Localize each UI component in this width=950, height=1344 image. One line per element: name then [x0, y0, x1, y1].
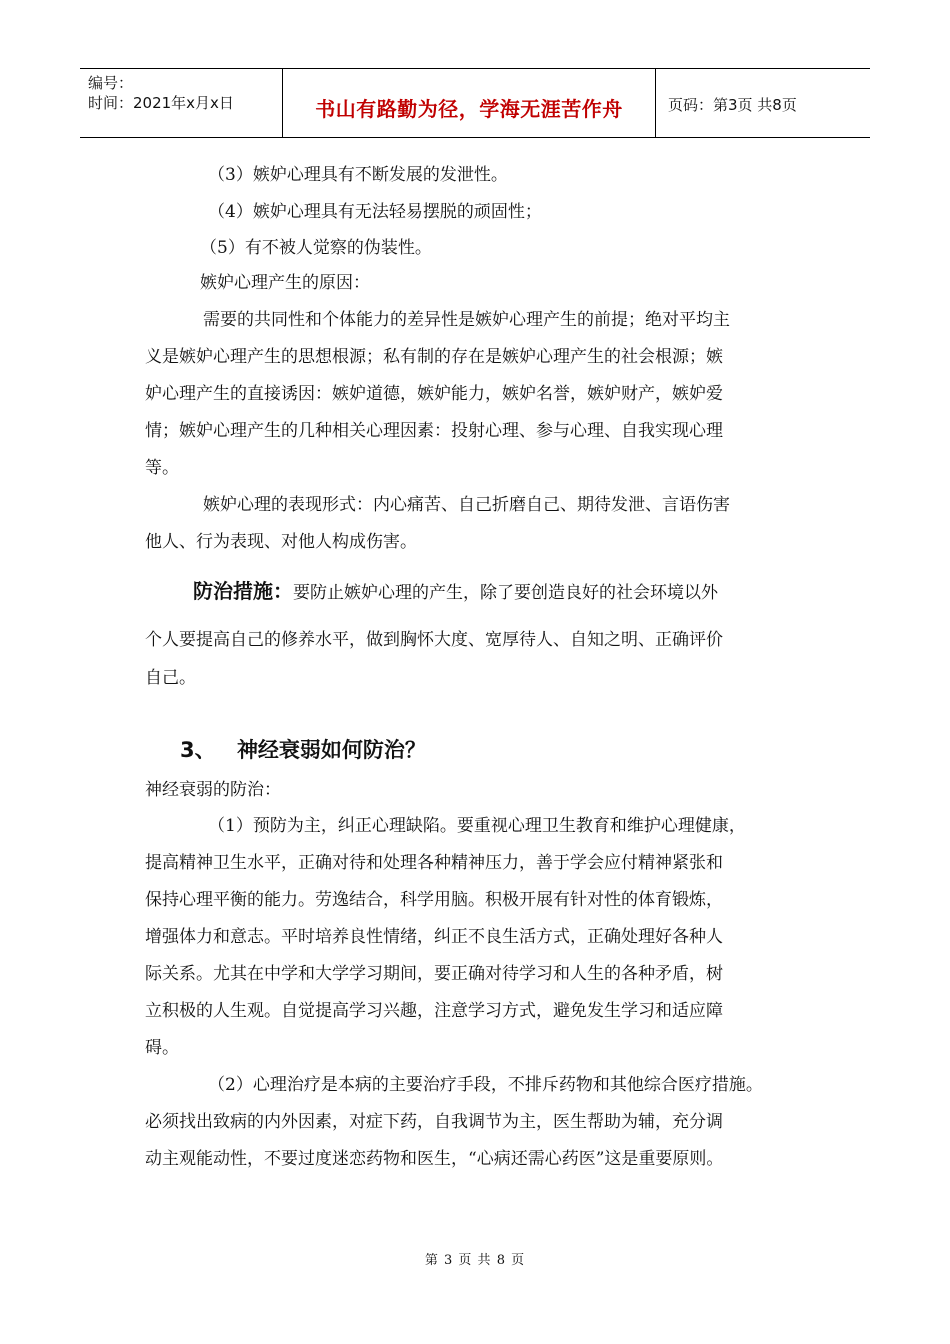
- header-motto-cell: [283, 69, 656, 137]
- para2-line-1: （2）心理治疗是本病的主要治疗手段，不排斥药物和其他综合医疗措施。: [208, 1075, 763, 1095]
- list-item-4: （4）嫉妒心理具有无法轻易摆脱的顽固性；: [208, 202, 542, 222]
- list-item-5: （5）有不被人觉察的伪装性。: [200, 238, 432, 258]
- header-meta-cell: [80, 69, 283, 137]
- number-label: 编号：: [88, 74, 134, 92]
- causes-line-4: 情；嫉妒心理产生的几种相关心理因素：投射心理、参与心理、自我实现心理: [145, 421, 723, 441]
- para1-line-3: 保持心理平衡的能力。劳逸结合，科学用脑。积极开展有针对性的体育锻炼，: [145, 890, 723, 910]
- causes-line-3: 妒心理产生的直接诱因：嫉妒道德，嫉妒能力，嫉妒名誉，嫉妒财产，嫉妒爱: [145, 384, 723, 404]
- prevention-line-1: [193, 575, 718, 604]
- causes-line-1: 需要的共同性和个体能力的差异性是嫉妒心理产生的前提；绝对平均主: [203, 310, 730, 330]
- prevention-text: 要防止嫉妒心理的产生，除了要创造良好的社会环境以外: [293, 583, 718, 603]
- date-label: 时间：2021年x月x日: [88, 94, 234, 112]
- list-item-3: （3）嫉妒心理具有不断发展的发泄性。: [208, 165, 508, 185]
- header-table: [80, 68, 870, 138]
- para1-line-6: 立积极的人生观。自觉提高学习兴趣，注意学习方式，避免发生学习和适应障: [145, 1001, 723, 1021]
- para1-line-2: 提高精神卫生水平，正确对待和处理各种精神压力，善于学会应付精神紧张和: [145, 853, 723, 873]
- prevention-label: 防治措施：: [193, 579, 293, 603]
- para1-line-5: 际关系。尤其在中学和大学学习期间，要正确对待学习和人生的各种矛盾，树: [145, 964, 723, 984]
- para1-line-7: 碍。: [145, 1038, 179, 1058]
- motto: 书山有路勤为径，学海无涯苦作舟: [315, 97, 623, 121]
- causes-line-5: 等。: [145, 458, 179, 478]
- para2-line-2: 必须找出致病的内外因素，对症下药，自我调节为主，医生帮助为辅，充分调: [145, 1112, 723, 1132]
- prevention-line-2: 个人要提高自己的修养水平，做到胸怀大度、宽厚待人、自知之明、正确评价: [145, 630, 723, 650]
- section-3-heading: [180, 734, 426, 764]
- forms-line-1: 嫉妒心理的表现形式：内心痛苦、自己折磨自己、期待发泄、言语伤害: [203, 495, 730, 515]
- section-number: 3、: [180, 738, 216, 762]
- section-intro: 神经衰弱的防治：: [145, 780, 281, 800]
- para1-line-4: 增强体力和意志。平时培养良性情绪，纠正不良生活方式，正确处理好各种人: [145, 927, 723, 947]
- forms-line-2: 他人、行为表现、对他人构成伤害。: [145, 532, 417, 552]
- header-page-cell: [656, 69, 870, 137]
- para1-line-1: （1）预防为主，纠正心理缺陷。要重视心理卫生教育和维护心理健康，: [208, 816, 746, 836]
- subheading-causes: 嫉妒心理产生的原因：: [200, 273, 370, 293]
- causes-line-2: 义是嫉妒心理产生的思想根源；私有制的存在是嫉妒心理产生的社会根源；嫉: [145, 347, 723, 367]
- prevention-line-3: 自己。: [145, 668, 196, 688]
- page-footer: 第 3 页 共 8 页: [424, 1253, 526, 1268]
- para2-line-3: 动主观能动性，不要过度迷恋药物和医生，“心病还需心药医”这是重要原则。: [145, 1149, 724, 1169]
- page-info: 页码：第3页 共8页: [668, 96, 797, 114]
- section-title: 神经衰弱如何防治？: [236, 738, 426, 762]
